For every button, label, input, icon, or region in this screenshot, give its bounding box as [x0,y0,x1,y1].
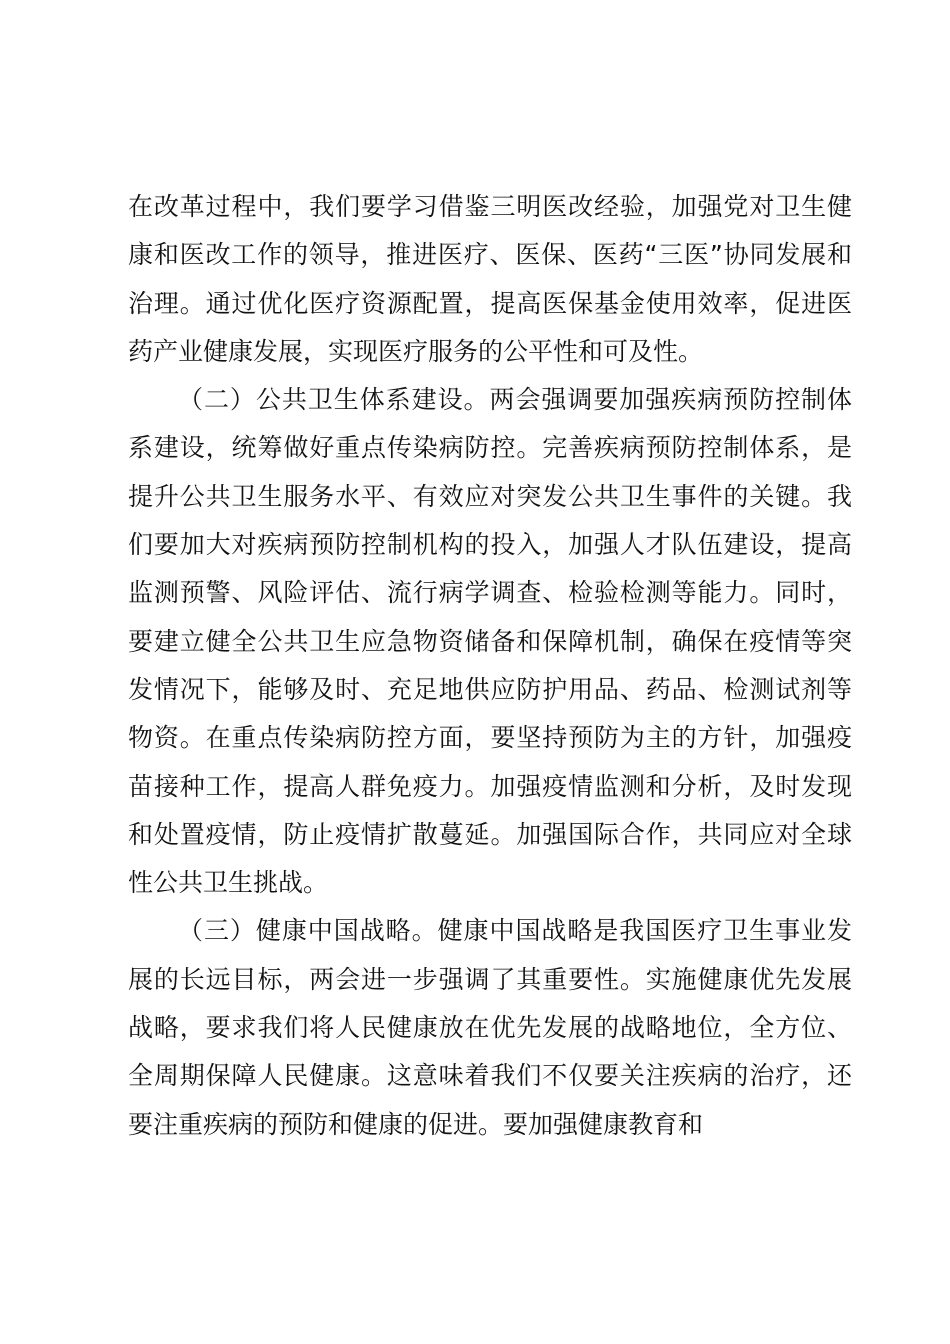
paragraph-healthy-china-strategy: （三）健康中国战略。健康中国战略是我国医疗卫生事业发展的长远目标，两会进一步强调了其重要性。实施健康优先发展战略，要求我们将人民健康放在优先发展的战略地位，全方位、全周期保障人民健康。这意味着我们不仅要关注疾病的治疗，还要注重疾病的预防和健康的促进。要加强健康教育和 [128,916,852,1139]
document-body [128,183,852,1149]
paragraph-public-health-system: （二）公共卫生体系建设。两会强调要加强疾病预防控制体系建设，统筹做好重点传染病防控。完善疾病预防控制体系，是提升公共卫生服务水平、有效应对突发公共卫生事件的关键。我们要加大对疾病预防控制机构的投入，加强人才队伍建设，提高监测预警、风险评估、流行病学调查、检验检测等能力。同时，要建立健全公共卫生应急物资储备和保障机制，确保在疫情等突发情况下，能够及时、充足地供应防护用品、药品、检测试剂等物资。在重点传染病防控方面，要坚持预防为主的方针，加强疫苗接种工作，提高人群免疫力。加强疫情监测和分析，及时发现和处置疫情，防止疫情扩散蔓延。加强国际合作，共同应对全球性公共卫生挑战。 [128,385,852,898]
paragraph-reform-continuation: 在改革过程中，我们要学习借鉴三明医改经验，加强党对卫生健康和医改工作的领导，推进医疗、医保、医药“三医”协同发展和治理。通过优化医疗资源配置，提高医保基金使用效率，促进医药产业健康发展，实现医疗服务的公平性和可及性。 [128,192,852,366]
